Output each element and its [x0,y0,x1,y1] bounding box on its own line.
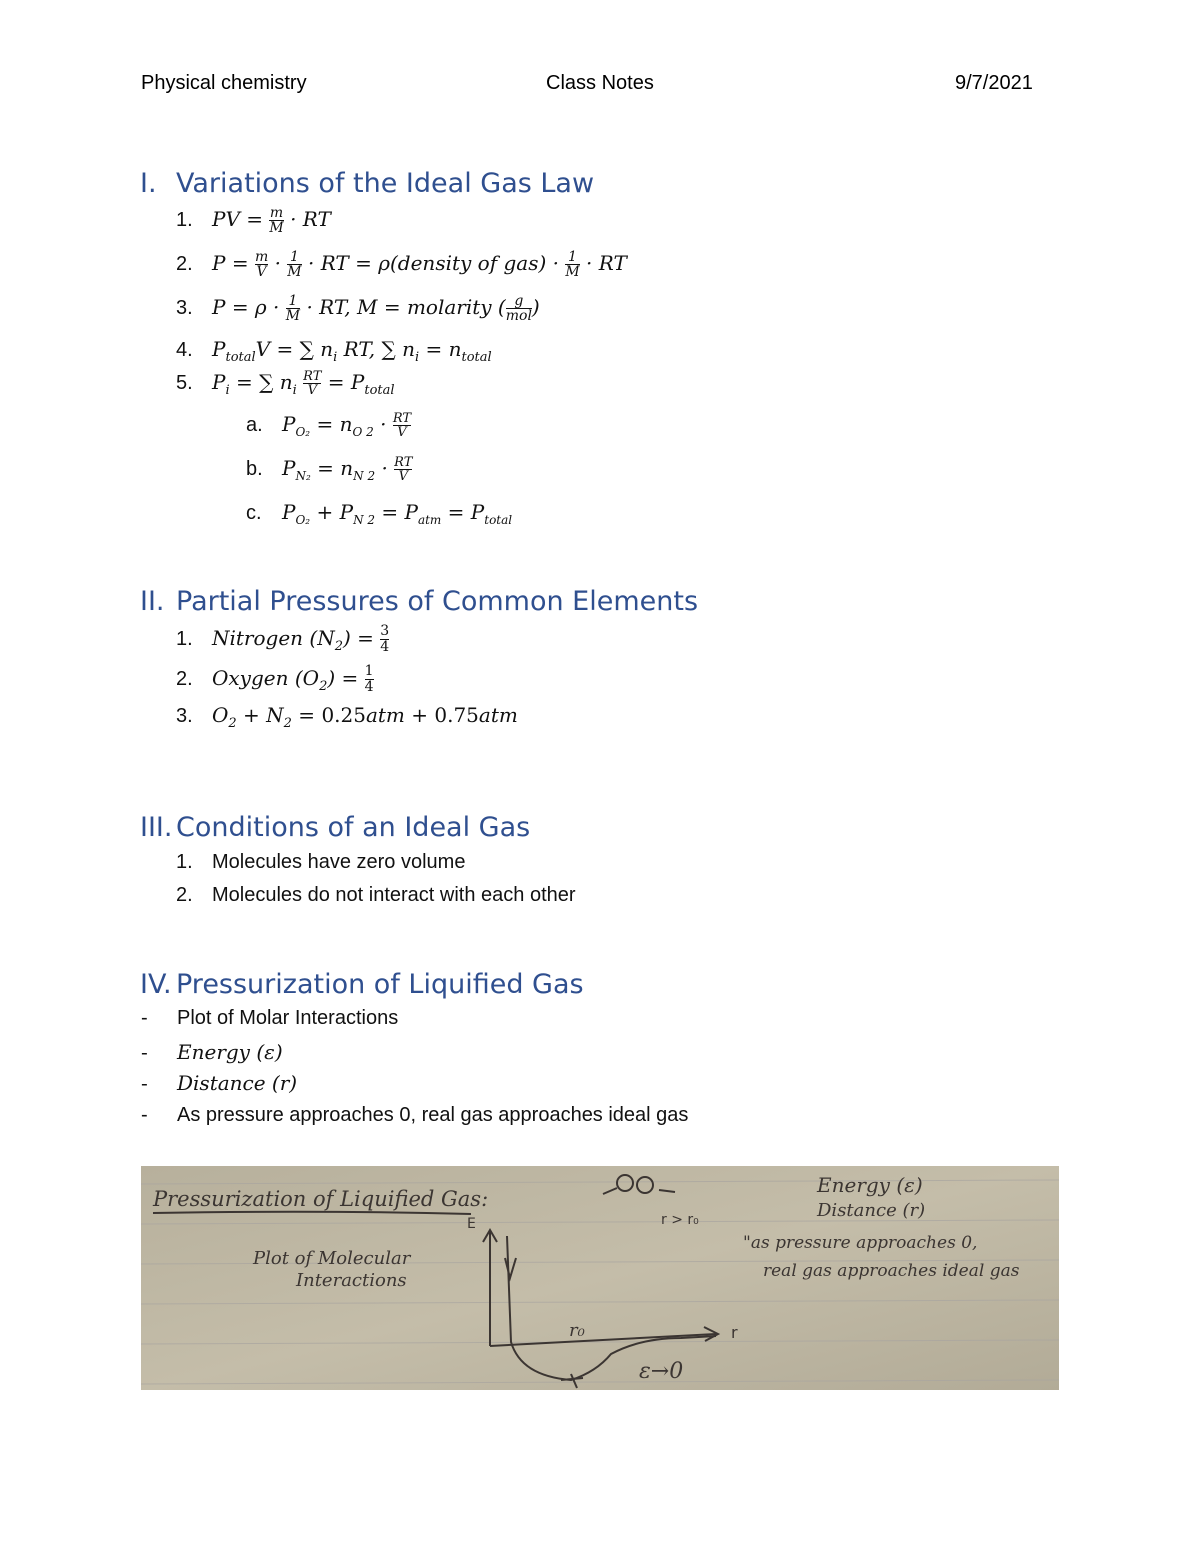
formula-item: 1. Nitrogen $(N_2)$ = $\frac{3}{4}$ [176,623,390,655]
bullet-item: - Distance (r) [141,1071,298,1095]
formula-item: 4. $P_{total}V$ = ∑ $n_i$ RT, ∑ $n_i = n_{total}$ [176,337,492,365]
axis-label-e: E [467,1216,476,1232]
formula-item: 3. P = ρ · $\frac{1}{M}$ · RT, M = molarity ( g mol ) [176,293,540,324]
section-heading-3: III. Conditions of an Ideal Gas [140,812,531,843]
list-item: 2. Molecules do not interact with each other [176,884,576,906]
r0-label: r₀ [569,1320,585,1341]
formula-item: 1. PV = $\frac{m}{M}$ · RT [176,205,331,236]
photo-title: Pressurization of Liquified Gas: [153,1187,489,1211]
section-heading-1: I. Variations of the Ideal Gas Law [140,168,595,199]
epsilon-to-zero: ε→0 [639,1359,684,1384]
section-heading-4: IV. Pressurization of Liquified Gas [140,969,584,1000]
header-subject: Physical chemistry [141,72,307,94]
header-title: Class Notes [546,72,654,94]
formula-subitem: a. $P_{O_2} = n_{O 2}$ · $\frac{RT}{V}$ [246,411,412,440]
formula-subitem: b. $P_{N_2} = n_{N 2}$ · $\frac{RT}{V}$ [246,455,413,484]
header-date: 9/7/2021 [955,72,1033,94]
plot-label-line-2: Interactions [296,1270,407,1291]
r-greater-than-r0: r > r₀ [661,1212,699,1228]
formula-item: 3. $O_2 + N_2 = 0.25atm + 0.75atm$ [176,703,518,731]
axis-label-r: r [731,1323,738,1342]
bullet-item: - Plot of Molar Interactions [141,1007,399,1029]
plot-label-line-1: Plot of Molecular [253,1248,411,1269]
pressure-note-line-2: real gas approaches ideal gas [763,1261,1020,1281]
list-item: 1. Molecules have zero volume [176,851,466,873]
formula-item: 5. $P_i$ = ∑ $n_i$ $\frac{RT}{V}$ = $P_{total}$ [176,369,395,398]
formula-item: 2. P = $\frac{m}{V}$ · $\frac{1}{M}$ · RT = ρ(density of gas) · $\frac{1}{M}$ · RT [176,249,627,280]
formula-subitem: c. $P_{O_2} + P_{N 2} = P_{atm} = P_{total}$ [246,500,513,527]
energy-note: Energy (ε) [817,1173,923,1197]
pressure-note-line-1: "as pressure approaches 0, [743,1233,978,1253]
formula-item: 2. Oxygen $(O_2)$ = $\frac{1}{4}$ [176,663,374,695]
bullet-item: - Energy (ε) [141,1040,283,1064]
bullet-item: - As pressure approaches 0, real gas approaches ideal gas [141,1104,689,1126]
distance-note: Distance (r) [817,1200,926,1221]
section-heading-2: II. Partial Pressures of Common Elements [140,586,699,617]
handwritten-notes-photo [141,1166,1059,1390]
